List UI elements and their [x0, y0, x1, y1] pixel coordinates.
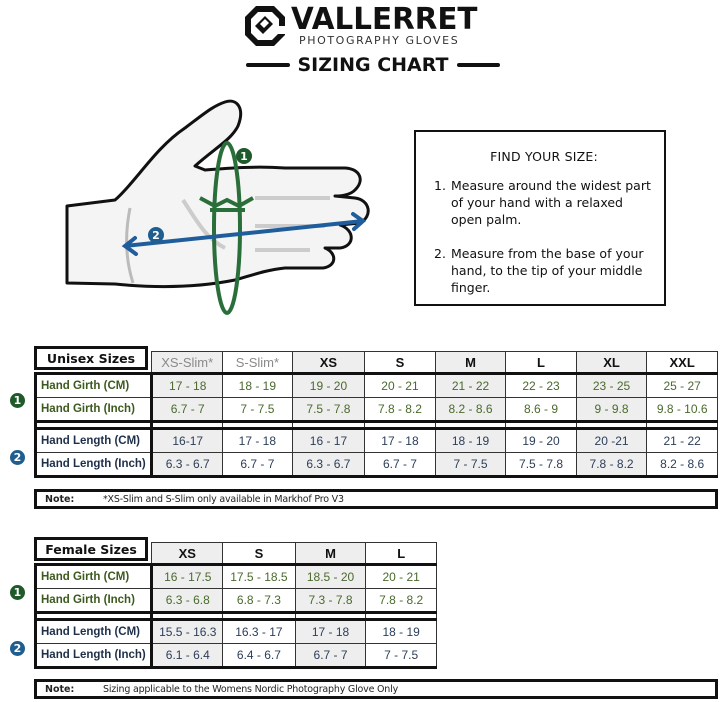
title-rule-left: [246, 63, 290, 67]
size-cell: 22 - 23: [506, 374, 577, 398]
brand-subtitle: PHOTOGRAPHY GLOVES: [299, 34, 460, 47]
row-label: Hand Girth (CM): [36, 374, 152, 398]
find-your-size-panel: [414, 130, 666, 306]
size-cell: 16-17: [152, 429, 223, 453]
size-cell: 17 - 18: [295, 620, 366, 644]
instruction-step-1: [434, 177, 654, 228]
size-cell: 6.7 - 7: [365, 453, 436, 477]
row-label: Hand Length (CM): [36, 429, 152, 453]
note-text: *XS-Slim and S-Slim only available in Markhof Pro V3: [103, 493, 344, 505]
table-row-girth-inch: [36, 589, 437, 613]
female-note: [34, 679, 718, 699]
length-marker-label: 2: [152, 229, 160, 242]
note-label: Note:: [45, 683, 75, 695]
note-text: Sizing applicable to the Womens Nordic Photography Glove Only: [103, 683, 398, 695]
size-cell: 17 - 18: [152, 374, 223, 398]
size-cell: 19 - 20: [292, 374, 365, 398]
step-number: 2.: [434, 246, 446, 261]
size-cell: 9 - 9.8: [576, 398, 647, 422]
hand-measurement-illustration: [55, 88, 385, 320]
table-row-length-cm: [36, 620, 437, 644]
length-badge-icon: 2: [10, 641, 25, 656]
size-cell: 7.8 - 8.2: [576, 453, 647, 477]
column-header-xxl: XXL: [647, 352, 718, 374]
column-header-l: L: [506, 352, 577, 374]
size-cell: 16 - 17.5: [152, 565, 223, 589]
girth-badge-icon: 1: [10, 393, 25, 408]
header-spacer: [36, 352, 152, 374]
note-label: Note:: [45, 493, 75, 505]
size-cell: 17 - 18: [365, 429, 436, 453]
size-cell: 15.5 - 16.3: [152, 620, 223, 644]
page-title: SIZING CHART: [297, 54, 449, 76]
table-row-girth-inch: [36, 398, 718, 422]
brand-logo: [243, 2, 478, 48]
size-cell: 9.8 - 10.6: [647, 398, 718, 422]
column-header-m: M: [295, 543, 366, 565]
unisex-size-table: [34, 351, 718, 478]
sizing-chart-title-row: [246, 52, 500, 78]
table-row-girth-cm: [36, 565, 437, 589]
column-header-xl: XL: [576, 352, 647, 374]
female-size-table: [34, 542, 437, 669]
size-cell: 17 - 18: [223, 429, 293, 453]
step-text: Measure from the base of your hand, to the tip of your middle finger.: [451, 246, 644, 295]
size-cell: 7 - 7.5: [366, 644, 437, 668]
size-cell: 16.3 - 17: [223, 620, 296, 644]
glove-outline: [67, 101, 368, 287]
size-cell: 18 - 19: [223, 374, 293, 398]
title-rule-right: [457, 63, 501, 67]
unisex-sizes-label: Unisex Sizes: [34, 346, 148, 370]
table-row-length-inch: [36, 644, 437, 668]
girth-badge-icon: 1: [10, 585, 25, 600]
table-spacer-row: [36, 422, 718, 429]
size-cell: 6.3 - 6.8: [152, 589, 223, 613]
length-badge-icon: 2: [10, 450, 25, 465]
header-spacer: [36, 543, 152, 565]
size-cell: 7.8 - 8.2: [366, 589, 437, 613]
size-cell: 6.7 - 7: [223, 453, 293, 477]
table-row-length-cm: [36, 429, 718, 453]
size-cell: 6.4 - 6.7: [223, 644, 296, 668]
size-cell: 18 - 19: [366, 620, 437, 644]
row-label: Hand Girth (Inch): [36, 398, 152, 422]
unisex-note: [34, 489, 718, 509]
girth-marker-label: 1: [240, 150, 248, 163]
size-cell: 18 - 19: [435, 429, 506, 453]
size-cell: 20 - 21: [365, 374, 436, 398]
table-spacer-row: [36, 613, 437, 620]
brand-name: VALLERRET: [291, 2, 478, 37]
size-cell: 8.2 - 8.6: [435, 398, 506, 422]
size-cell: 20 -21: [576, 429, 647, 453]
instructions-steps: [434, 177, 654, 296]
column-header-s: S: [223, 543, 296, 565]
size-cell: 21 - 22: [435, 374, 506, 398]
size-cell: 25 - 27: [647, 374, 718, 398]
size-cell: 6.3 - 6.7: [292, 453, 365, 477]
size-cell: 6.1 - 6.4: [152, 644, 223, 668]
table-row-length-inch: [36, 453, 718, 477]
size-cell: 6.8 - 7.3: [223, 589, 296, 613]
row-label: Hand Length (CM): [36, 620, 152, 644]
female-sizes-label: Female Sizes: [34, 537, 148, 561]
row-label: Hand Girth (CM): [36, 565, 152, 589]
row-label: Hand Length (Inch): [36, 453, 152, 477]
column-header-m: M: [435, 352, 506, 374]
size-cell: 6.7 - 7: [295, 644, 366, 668]
size-cell: 8.6 - 9: [506, 398, 577, 422]
column-header-s: S: [365, 352, 436, 374]
size-cell: 7.5 - 7.8: [506, 453, 577, 477]
size-cell: 7.3 - 7.8: [295, 589, 366, 613]
size-cell: 8.2 - 8.6: [647, 453, 718, 477]
size-cell: 7.5 - 7.8: [292, 398, 365, 422]
column-header-s-slim: S-Slim*: [223, 352, 293, 374]
column-header-l: L: [366, 543, 437, 565]
column-header-xs-slim: XS-Slim*: [152, 352, 223, 374]
size-cell: 7 - 7.5: [435, 453, 506, 477]
row-label: Hand Length (Inch): [36, 644, 152, 668]
instructions-heading: FIND YOUR SIZE:: [490, 149, 598, 164]
step-text: Measure around the widest part of your hand with a relaxed open palm.: [451, 178, 651, 227]
size-cell: 6.7 - 7: [152, 398, 223, 422]
size-cell: 18.5 - 20: [295, 565, 366, 589]
step-number: 1.: [434, 178, 446, 193]
size-cell: 7 - 7.5: [223, 398, 293, 422]
size-cell: 21 - 22: [647, 429, 718, 453]
column-header-xs: XS: [152, 543, 223, 565]
size-cell: 16 - 17: [292, 429, 365, 453]
size-cell: 20 - 21: [366, 565, 437, 589]
instruction-step-2: [434, 245, 654, 296]
table-row-girth-cm: [36, 374, 718, 398]
size-cell: 19 - 20: [506, 429, 577, 453]
size-cell: 23 - 25: [576, 374, 647, 398]
size-cell: 6.3 - 6.7: [152, 453, 223, 477]
row-label: Hand Girth (Inch): [36, 589, 152, 613]
size-cell: 7.8 - 8.2: [365, 398, 436, 422]
size-cell: 17.5 - 18.5: [223, 565, 296, 589]
camera-aperture-logo-icon: [243, 4, 287, 48]
column-header-xs: XS: [292, 352, 365, 374]
